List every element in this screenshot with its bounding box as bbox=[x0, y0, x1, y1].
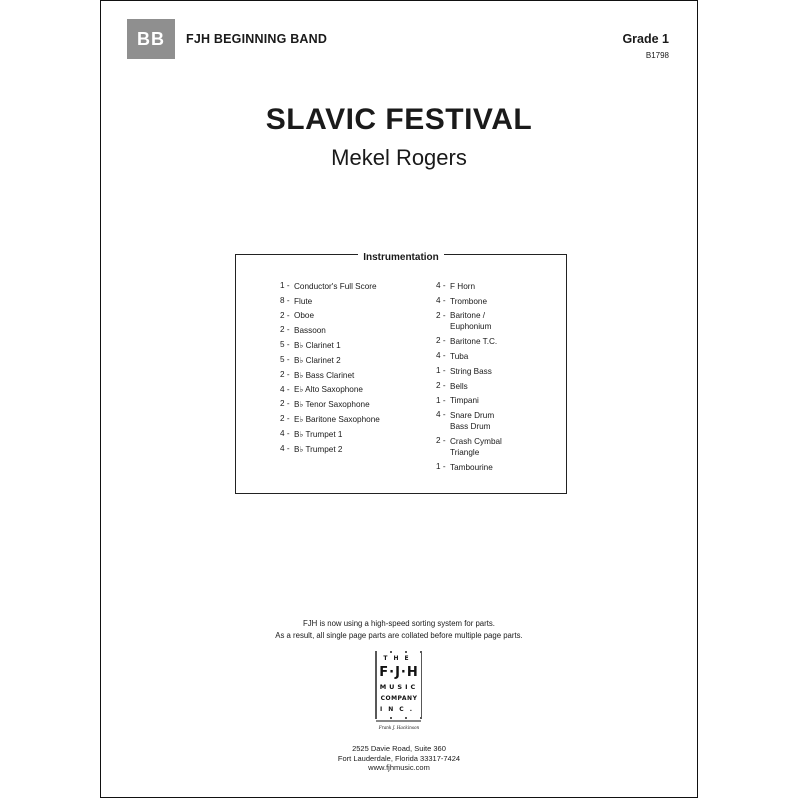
publisher-address: 2525 Davie Road, Suite 360 Fort Lauderdale, Florida 33317-7424 www.fjhmusic.com bbox=[101, 744, 697, 773]
fjh-logo-icon bbox=[373, 649, 425, 739]
catalog-number: B1798 bbox=[645, 51, 669, 60]
instrument-item: 1 - Conductor's Full Score bbox=[280, 281, 377, 291]
instrument-item: 2 - B♭ Bass Clarinet bbox=[280, 369, 355, 380]
collation-note: FJH is now using a high-speed sorting system for parts. As a result, all single page parts are collated before multiple page parts. bbox=[275, 619, 523, 640]
instrument-item: 5 - B♭ Clarinet 1 bbox=[280, 340, 341, 351]
svg-text:INC.: INC. bbox=[380, 706, 418, 713]
instrument-item: 1 - Tambourine bbox=[436, 461, 493, 472]
svg-text:Frank J. Hackinson: Frank J. Hackinson bbox=[378, 725, 420, 730]
instrument-item: 8 - Flute bbox=[280, 295, 313, 306]
instrument-item: 2 - Baritone / Euphonium bbox=[436, 310, 492, 332]
svg-text:COMPANY: COMPANY bbox=[380, 695, 418, 702]
instrument-item: 2 - B♭ Tenor Saxophone bbox=[280, 399, 370, 410]
series-name: FJH BEGINNING BAND bbox=[186, 32, 328, 46]
instrument-item: 4 - Snare Drum Bass Drum bbox=[436, 410, 495, 432]
instrument-item: 4 - E♭ Alto Saxophone bbox=[280, 384, 363, 395]
instrument-item: 1 - Timpani bbox=[436, 395, 479, 406]
instrument-item: 2 - Bells bbox=[436, 380, 468, 391]
svg-text:MUSIC: MUSIC bbox=[379, 683, 419, 691]
svg-text:F·J·H: F·J·H bbox=[379, 665, 419, 680]
instrument-item: 1 - String Bass bbox=[436, 365, 492, 376]
instrument-item: 4 - B♭ Trumpet 2 bbox=[280, 443, 343, 454]
instrument-item: 5 - B♭ Clarinet 2 bbox=[280, 354, 341, 365]
instrument-list-right bbox=[436, 279, 502, 475]
grade-label: Grade 1 bbox=[622, 32, 669, 46]
instrument-item: 2 - Baritone T.C. bbox=[436, 336, 498, 347]
instrument-item: 2 - Oboe bbox=[280, 310, 315, 321]
svg-text:THE: THE bbox=[383, 655, 415, 662]
series-badge: BB bbox=[127, 19, 175, 59]
score-cover-page bbox=[100, 0, 698, 798]
instrumentation-heading: Instrumentation bbox=[236, 247, 566, 265]
instrument-item: 4 - Trombone bbox=[436, 295, 488, 306]
instrument-item: 4 - Tuba bbox=[436, 351, 469, 362]
piece-title: SLAVIC FESTIVAL bbox=[265, 103, 533, 136]
instrument-item: 4 - F Horn bbox=[436, 281, 476, 291]
instrument-item: 2 - Bassoon bbox=[280, 325, 326, 336]
instrument-list-left bbox=[280, 279, 380, 457]
instrument-item: 4 - B♭ Trumpet 1 bbox=[280, 428, 343, 439]
instrument-item: 2 - E♭ Baritone Saxophone bbox=[280, 414, 380, 425]
instrument-item: 2 - Crash Cymbal Triangle bbox=[436, 436, 502, 458]
instrumentation-box bbox=[235, 254, 567, 494]
website-link[interactable]: www.fjhmusic.com bbox=[368, 763, 430, 772]
composer-name: Mekel Rogers bbox=[331, 145, 467, 170]
